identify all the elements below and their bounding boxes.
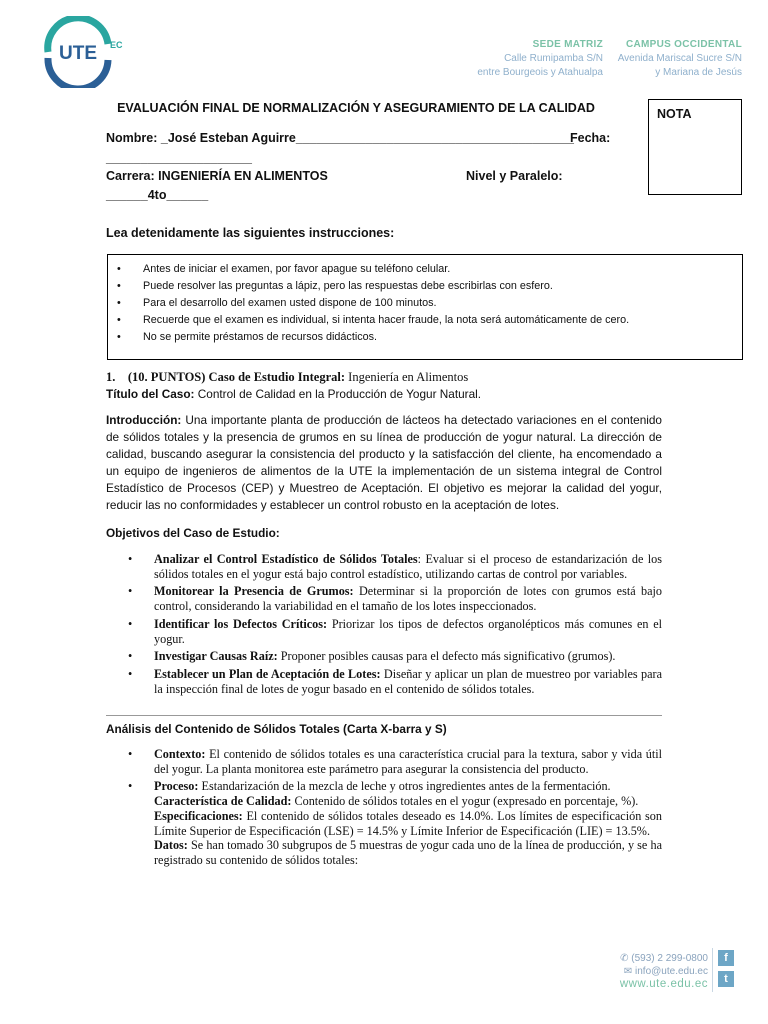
email-icon: ✉: [623, 966, 633, 977]
campus-occidental-address: [618, 38, 742, 80]
objectives-title: Objetivos del Caso de Estudio:: [106, 526, 280, 540]
list-item: • Proceso: Estandarización de la mezcla de leche y otros ingredientes antes de la fermentación. Característica de Calidad: Contenido de sólidos totales en el yogur (expresado en porcentaje, %). Especificaciones: El contenido de sólidos totales deseado es 14.0%. Los límites de especificación son Límite Superior de Especificación (LSE) = 14.5% y Límite Inferior de Especificación (LIE) = 13.5%. Datos: Se han tomado 30 subgrupos de 5 muestras de yogur cada uno de la línea de producción, y se ha registrado su contenido de sólidos totales:: [128, 779, 662, 867]
list-item: • Establecer un Plan de Aceptación de Lotes: Diseñar y aplicar un plan de muestreo por variables para la inspección final de lotes de yogur basado en el contenido de sólidos totales.: [128, 667, 663, 696]
instructions-list: [117, 261, 737, 346]
nombre-line: Nombre: _José Esteban Aguirre________________________________________: [106, 131, 574, 145]
footer-divider: [712, 948, 713, 992]
nivel-value: ______4to______: [106, 188, 209, 202]
sede-matriz-address: [477, 38, 603, 80]
twitter-icon[interactable]: t: [718, 971, 734, 987]
phone-icon: ✆: [620, 953, 629, 964]
footer-contact: [620, 952, 708, 991]
phone-number: (593) 2 299-0800: [631, 953, 708, 964]
social-links: [718, 950, 734, 992]
list-item: • Para el desarrollo del examen usted dispone de 100 minutos.: [117, 297, 437, 309]
question-topic: Ingeniería en Alimentos: [348, 370, 469, 384]
list-item: • Identificar los Defectos Críticos: Priorizar los tipos de defectos organolépticos más comunes en el yogur.: [128, 616, 662, 646]
fecha-label: Fecha:: [570, 131, 611, 145]
list-item: • Antes de iniciar el examen, por favor apague su teléfono celular.: [117, 263, 451, 275]
analysis-title: Análisis del Contenido de Sólidos Totales (Carta X-barra y S): [106, 722, 447, 736]
question-heading: [106, 370, 468, 385]
section-divider: [106, 715, 662, 717]
sede-line2: entre Bourgeois y Atahualpa: [477, 67, 603, 78]
list-item: • Analizar el Control Estadístico de Sólidos Totales: Evaluar si el proceso de estandarización de los sólidos totales en el yogur está bajo control estadístico, utilizando cartas de control por variables.: [128, 552, 662, 581]
sede-title: SEDE MATRIZ: [532, 39, 603, 50]
sede-line1: Calle Rumipamba S/N: [504, 53, 603, 64]
fecha-blank: _____________________: [106, 151, 252, 165]
question-number: 1.: [106, 370, 116, 384]
campus-line2: y Mariana de Jesús: [655, 67, 742, 78]
list-item: • No se permite préstamos de recursos didácticos.: [117, 331, 378, 343]
website[interactable]: www.ute.edu.ec: [619, 978, 708, 990]
logo-text: UTE: [59, 43, 97, 64]
list-item: • Monitorear la Presencia de Grumos: Determinar si la proporción de lotes con grumos está bajo control, considerando la variabilidad en el tamaño de los lotes inspeccionados.: [128, 584, 662, 614]
list-item: • Contexto: El contenido de sólidos totales es una característica crucial para la textura, sabor y vida útil del yogur. La planta monitorea este parámetro para asegurar la consistencia del producto.: [128, 747, 662, 776]
logo-suffix: EC: [110, 40, 123, 50]
introduction: Introducción: Una importante planta de producción de lácteos ha detectado variaciones en el contenido de sólidos totales y la presencia de grumos en su línea de producción de yogur natural. La dirección de calidad, buscando asegurar la consistencia del producto y la satisfacción del cliente, ha encomendado a un equipo de ingenieros de alimentos de la UTE la implementación de un sistema integral de Control Estadístico de Procesos (CEP) y Muestreo de Aceptación. El objetivo es mejorar la calidad del yogur, reducir las no conformidades y establecer un control robusto en la aceptación de lotes.: [106, 413, 662, 512]
instructions-heading: Lea detenidamente las siguientes instrucciones:: [106, 226, 395, 240]
ute-logo: [40, 16, 122, 88]
list-item: • Puede resolver las preguntas a lápiz, pero las respuestas debe escribirlas con esfero.: [117, 280, 553, 292]
exam-title: EVALUACIÓN FINAL DE NORMALIZACIÓN Y ASEGURAMIENTO DE LA CALIDAD: [117, 101, 595, 115]
campus-title: CAMPUS OCCIDENTAL: [625, 39, 742, 50]
objectives-list: [106, 552, 662, 700]
list-item: • Investigar Causas Raíz: Proponer posibles causas para el defecto más significativo (grumos).: [128, 649, 616, 664]
analysis-list: [106, 747, 662, 871]
carrera-line: Carrera: INGENIERÍA EN ALIMENTOS: [106, 169, 328, 183]
nota-label: NOTA: [657, 107, 692, 121]
facebook-icon[interactable]: f: [718, 950, 734, 966]
campus-line1: Avenida Mariscal Sucre S/N: [617, 53, 742, 64]
case-title: Título del Caso: Control de Calidad en la Producción de Yogur Natural.: [106, 387, 482, 401]
question-points: (10. PUNTOS) Caso de Estudio Integral:: [127, 370, 346, 384]
email: info@ute.edu.ec: [635, 966, 708, 977]
nivel-label: Nivel y Paralelo:: [466, 169, 563, 183]
list-item: • Recuerde que el examen es individual, si intenta hacer fraude, la nota será automáticamente de cero.: [117, 314, 630, 326]
